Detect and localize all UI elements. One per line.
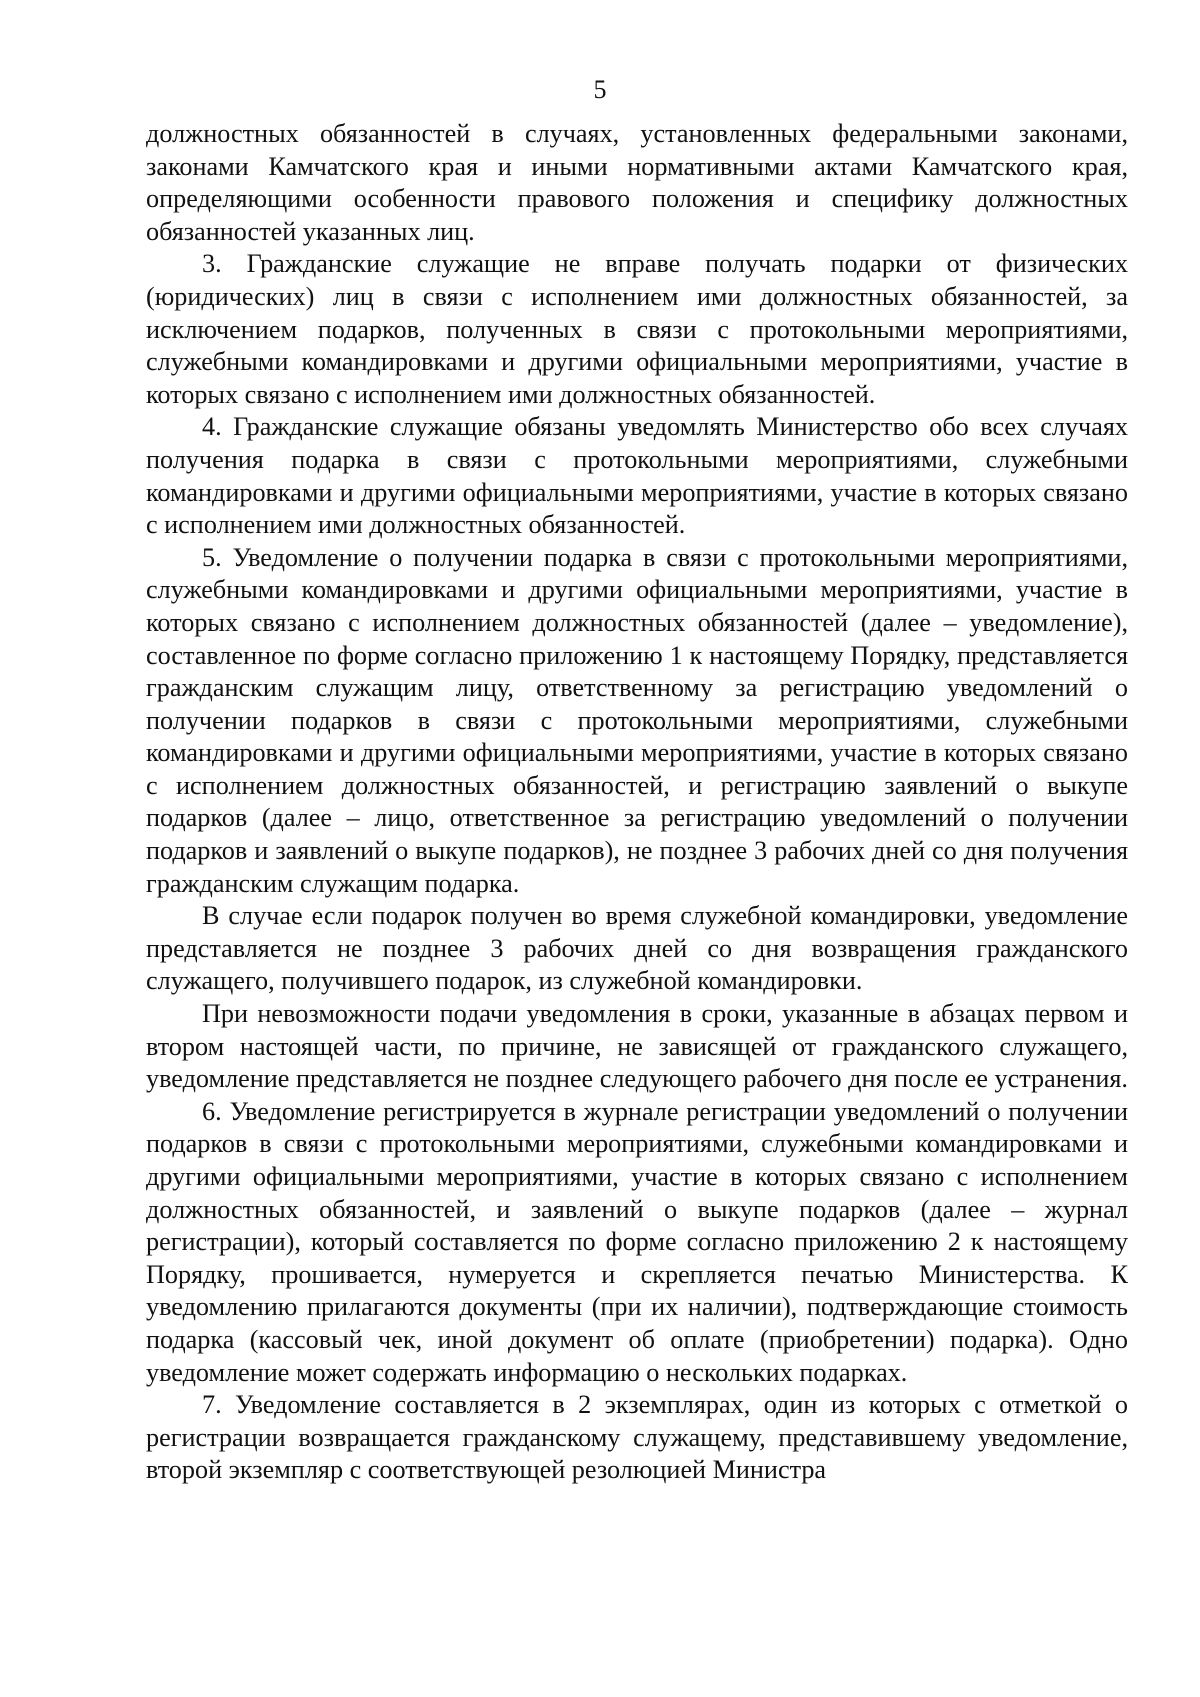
- paragraph-continuation: должностных обязанностей в случаях, установленных федеральными законами, законами Камчатского края и иными нормативными актами Камчатского края, определяющими особенности правового положения и специфику должностных обязанностей указанных лиц.: [146, 119, 1128, 246]
- paragraph-item-5: 5. Уведомление о получении подарка в связи с протокольными мероприятиями, служебными командировками и другими официальными мероприятиями, участие в которых связано с исполнением должностных обязанностей (далее – уведомление), составленное по форме согласно приложению 1 к настоящему Порядку, представляется гражданским служащим лицу, ответственному за регистрацию уведомлений о получении подарков в связи с протокольными мероприятиями, служебными командировками и другими официальными мероприятиями, участие в которых связано с исполнением должностных обязанностей, и регистрацию заявлений о выкупе подарков (далее – лицо, ответственное за регистрацию уведомлений о получении подарков и заявлений о выкупе подарков), не позднее 3 рабочих дней со дня получения гражданским служащим подарка.: [146, 542, 1128, 898]
- paragraph-item-7: 7. Уведомление составляется в 2 экземплярах, один из которых с отметкой о регистрации возвращается гражданскому служащему, представившему уведомление, второй экземпляр с соответствующей резолюцией Министра: [146, 1390, 1128, 1485]
- paragraph-item-5-impossibility: При невозможности подачи уведомления в сроки, указанные в абзацах первом и втором настоящей части, по причине, не зависящей от гражданского служащего, уведомление представляется не позднее следующего рабочего дня после ее устранения.: [146, 999, 1128, 1094]
- paragraph-item-3: 3. Гражданские служащие не вправе получать подарки от физических (юридических) лиц в связи с исполнением ими должностных обязанностей, за исключением подарков, полученных в связи с протокольными мероприятиями, служебными командировками и другими официальными мероприятиями, участие в которых связано с исполнением ими должностных обязанностей.: [146, 249, 1128, 409]
- paragraph-item-6: 6. Уведомление регистрируется в журнале регистрации уведомлений о получении подарков в связи с протокольными мероприятиями, служебными командировками и другими официальными мероприятиями, участие в которых связано с исполнением должностных обязанностей, и заявлений о выкупе подарков (далее – журнал регистрации), который составляется по форме согласно приложению 2 к настоящему Порядку, прошивается, нумеруется и скрепляется печатью Министерства. К уведомлению прилагаются документы (при их наличии), подтверждающие стоимость подарка (кассовый чек, иной документ об оплате (приобретении) подарка). Одно уведомление может содержать информацию о нескольких подарках.: [146, 1096, 1128, 1387]
- paragraph-item-4: 4. Гражданские служащие обязаны уведомлять Министерство обо всех случаях получения подарка в связи с протокольными мероприятиями, служебными командировками и другими официальными мероприятиями, участие в которых связано с исполнением ими должностных обязанностей.: [146, 412, 1128, 540]
- page-number: 5: [593, 75, 607, 104]
- paragraph-item-5-business-trip: В случае если подарок получен во время служебной командировки, уведомление представляется не позднее 3 рабочих дней со дня возвращения гражданского служащего, получившего подарок, из служебной командировки.: [146, 901, 1128, 996]
- document-body: [146, 118, 1128, 1487]
